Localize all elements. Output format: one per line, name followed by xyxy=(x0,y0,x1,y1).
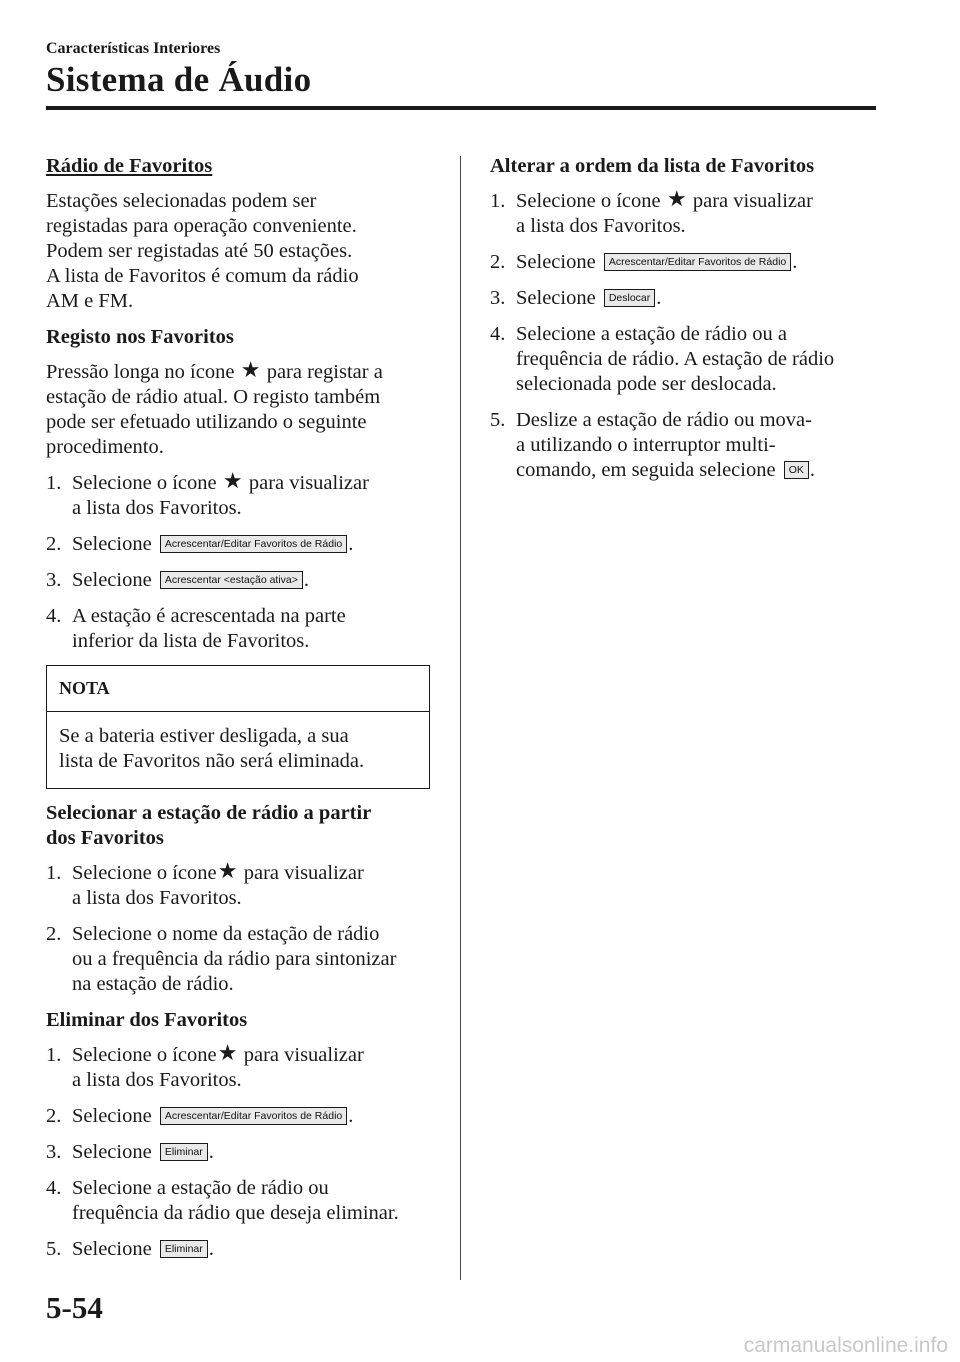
text: Selecione xyxy=(72,569,152,591)
eliminar-steps xyxy=(46,1043,436,1262)
list-item xyxy=(46,471,436,521)
star-icon: ★ xyxy=(666,187,687,212)
star-icon: ★ xyxy=(217,859,238,884)
text: . xyxy=(348,533,354,555)
registo-heading: Registo nos Favoritos xyxy=(46,326,234,348)
note-box xyxy=(46,665,430,789)
step-number: 3. xyxy=(490,287,506,309)
text: . xyxy=(303,569,310,591)
text-line xyxy=(72,471,436,496)
text: Pressão longa no ícone xyxy=(46,361,235,383)
list-item xyxy=(46,1237,436,1262)
text: . xyxy=(656,287,662,309)
registo-steps xyxy=(46,471,436,654)
text-line: a lista dos Favoritos. xyxy=(72,887,242,909)
text-line: Selecione o nome da estação de rádio xyxy=(72,923,380,945)
text-line: A lista de Favoritos é comum da rádio xyxy=(46,265,359,287)
step-number: 2. xyxy=(490,251,506,273)
text-line: lista de Favoritos não será eliminada. xyxy=(59,750,365,772)
text-line: Deslize a estação de rádio ou mova- xyxy=(516,409,812,431)
step-number: 1. xyxy=(46,1044,62,1066)
column-divider xyxy=(460,156,461,1280)
page-title: Sistema de Áudio xyxy=(46,60,312,99)
delete-button[interactable]: Eliminar xyxy=(160,1240,208,1258)
text-line: Selecione a estação de rádio ou a xyxy=(516,323,787,345)
text-line: a lista dos Favoritos. xyxy=(72,497,242,519)
list-item xyxy=(46,861,436,911)
ok-button[interactable]: OK xyxy=(784,461,809,479)
step-number: 1. xyxy=(490,190,506,212)
text: . xyxy=(208,1141,214,1163)
text-line: na estação de rádio. xyxy=(72,973,234,995)
eliminar-heading: Eliminar dos Favoritos xyxy=(46,1009,248,1031)
text-line: AM e FM. xyxy=(46,290,134,312)
text-line: dos Favoritos xyxy=(46,827,164,849)
text-line: a utilizando o interruptor multi- xyxy=(516,434,776,456)
text-line: Se a bateria estiver desligada, a sua xyxy=(59,725,349,747)
list-item xyxy=(490,250,890,275)
list-item xyxy=(46,568,436,593)
step-number: 2. xyxy=(46,533,62,555)
step-number: 5. xyxy=(46,1238,62,1260)
header-rule xyxy=(46,106,876,110)
text: Selecione o ícone xyxy=(516,190,661,212)
ordem-steps xyxy=(490,189,890,483)
text: Selecione xyxy=(516,251,596,273)
text-line: Selecionar a estação de rádio a partir xyxy=(46,802,372,824)
text: para visualizar xyxy=(243,1044,364,1066)
page-number: 5-54 xyxy=(46,1290,103,1325)
step-number: 4. xyxy=(490,323,506,345)
text-line: Selecione a estação de rádio ou xyxy=(72,1177,329,1199)
text: Selecione xyxy=(72,533,152,555)
step-number: 3. xyxy=(46,1141,62,1163)
step-number: 3. xyxy=(46,569,62,591)
text: Selecione xyxy=(72,1105,152,1127)
text: para registar a xyxy=(266,361,383,383)
section-label: Características Interiores xyxy=(46,40,221,57)
text: Selecione o ícone xyxy=(72,1044,217,1066)
text-line xyxy=(72,1043,436,1068)
text-line: ou a frequência da rádio para sintonizar xyxy=(72,948,397,970)
text: Selecione xyxy=(72,1238,152,1260)
step-number: 5. xyxy=(490,409,506,431)
text: comando, em seguida selecione xyxy=(516,459,776,481)
text: . xyxy=(809,459,815,481)
right-column xyxy=(490,154,890,494)
delete-button[interactable]: Eliminar xyxy=(160,1143,208,1161)
selecionar-steps xyxy=(46,861,436,997)
text-line: frequência da rádio que deseja eliminar. xyxy=(72,1202,399,1224)
list-item xyxy=(46,1176,436,1226)
star-icon: ★ xyxy=(222,469,243,494)
text: Selecione xyxy=(516,287,596,309)
list-item xyxy=(46,604,436,654)
text-line xyxy=(46,360,436,385)
text-line: selecionada pode ser deslocada. xyxy=(516,373,777,395)
text: Selecione o ícone xyxy=(72,862,217,884)
text-line: frequência de rádio. A estação de rádio xyxy=(516,348,835,370)
favoritos-heading: Rádio de Favoritos xyxy=(46,155,213,177)
text-line: estação de rádio atual. O registo também xyxy=(46,386,381,408)
left-column xyxy=(46,154,436,1273)
text-line: procedimento. xyxy=(46,436,164,458)
watermark: carmanualsonline.info xyxy=(743,1334,948,1357)
step-number: 2. xyxy=(46,923,62,945)
step-number: 1. xyxy=(46,472,62,494)
step-number: 2. xyxy=(46,1105,62,1127)
text-line: inferior da lista de Favoritos. xyxy=(72,630,310,652)
text: . xyxy=(792,251,798,273)
text-line xyxy=(516,458,890,483)
list-item xyxy=(46,532,436,557)
add-edit-favorites-button[interactable]: Acrescentar/Editar Favoritos de Rádio xyxy=(160,535,347,553)
text-line: Estações selecionadas podem ser xyxy=(46,190,317,212)
add-edit-favorites-button[interactable]: Acrescentar/Editar Favoritos de Rádio xyxy=(160,1107,347,1125)
text: . xyxy=(348,1105,354,1127)
text: para visualizar xyxy=(248,472,369,494)
star-icon: ★ xyxy=(240,358,261,383)
text-line: pode ser efetuado utilizando o seguinte xyxy=(46,411,367,433)
step-number: 1. xyxy=(46,862,62,884)
text-line: a lista dos Favoritos. xyxy=(72,1069,242,1091)
list-item xyxy=(490,189,890,239)
list-item xyxy=(46,1104,436,1129)
note-heading: NOTA xyxy=(47,666,429,712)
text: Selecione xyxy=(72,1141,152,1163)
list-item xyxy=(490,322,890,397)
list-item xyxy=(46,922,436,997)
ordem-heading: Alterar a ordem da lista de Favoritos xyxy=(490,155,815,177)
step-number: 4. xyxy=(46,1177,62,1199)
add-edit-favorites-button[interactable]: Acrescentar/Editar Favoritos de Rádio xyxy=(604,253,791,271)
step-number: 4. xyxy=(46,605,62,627)
list-item xyxy=(490,286,890,311)
selecionar-heading xyxy=(46,801,436,851)
star-icon: ★ xyxy=(217,1041,238,1066)
text-line: registadas para operação conveniente. xyxy=(46,215,357,237)
text-line: a lista dos Favoritos. xyxy=(516,215,686,237)
text: Selecione o ícone xyxy=(72,472,217,494)
text-line: Podem ser registadas até 50 estações. xyxy=(46,240,353,262)
text-line xyxy=(516,189,890,214)
add-active-station-button[interactable]: Acrescentar <estação ativa> xyxy=(160,571,303,589)
favoritos-intro xyxy=(46,189,436,314)
text-line: A estação é acrescentada na parte xyxy=(72,605,346,627)
text: para visualizar xyxy=(243,862,364,884)
text: . xyxy=(208,1238,214,1260)
list-item xyxy=(46,1043,436,1093)
list-item xyxy=(490,408,890,483)
registo-intro xyxy=(46,360,436,460)
move-button[interactable]: Deslocar xyxy=(604,289,655,307)
note-body xyxy=(47,712,429,788)
list-item xyxy=(46,1140,436,1165)
text-line xyxy=(72,861,436,886)
text: para visualizar xyxy=(692,190,813,212)
